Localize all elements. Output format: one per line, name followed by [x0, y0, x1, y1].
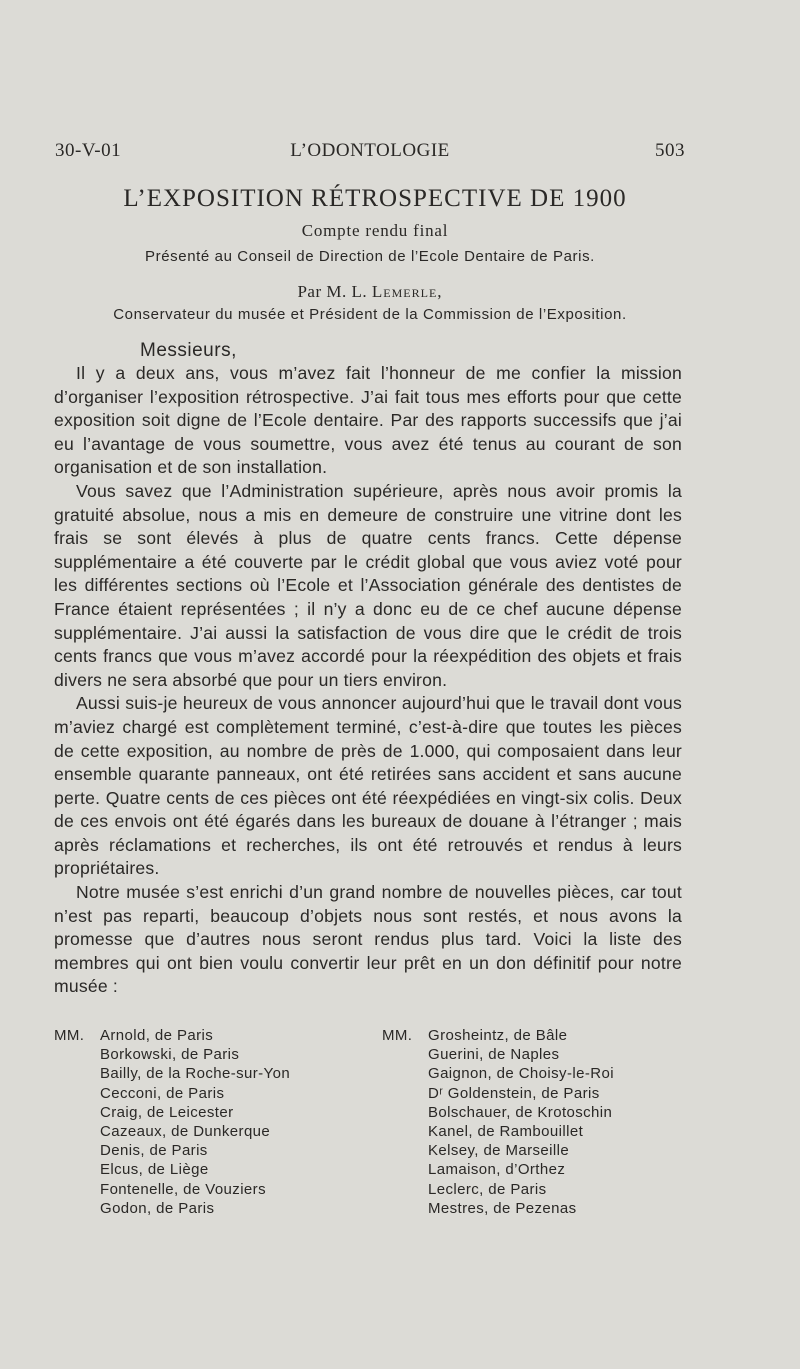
list-item: Craig, de Leicester [100, 1103, 234, 1121]
paragraph: Vous savez que l’Administration supérieure, après nous avoir promis la gratuité absolue, nous a mis en demeure de construire une vitrine dont les frais se sont élevés à plus de quatre cents francs. Cette dépense supplémentaire a été couverte par le crédit global que vous aviez voté pour les différentes sections où l’Ecole et l’Association générale des dentistes de France étaient représentées ; il n’y a donc eu de ce chef aucune dépense supplémentaire. J’ai aussi la satisfaction de vous dire que le crédit de trois cents francs que vous m’avez accordé pour la réexpédition des objets et frais divers ne sera absorbé que pour un tiers environ. [54, 480, 682, 690]
list-item: Elcus, de Liège [100, 1161, 209, 1179]
list-item: Dʳ Goldenstein, de Paris [428, 1084, 600, 1102]
author-prefix: Par M. L. [297, 282, 368, 301]
author-role: Conservateur du musée et Président de la Commission de l’Exposition. [113, 306, 627, 323]
members-prefix: MM. [382, 1027, 413, 1044]
list-item: Bolschauer, de Krotoschin [428, 1103, 613, 1121]
paragraph: Notre musée s’est enrichi d’un grand nombre de nouvelles pièces, car tout n’est pas reparti, beaucoup d’objets nous sont restés, et nous avons la promesse que d’autres nous seront rendus plus tard. Voici la liste des membres qui ont bien voulu convertir leur prêt en un don définitif pour notre musée : [54, 882, 682, 997]
list-item: Kanel, de Rambouillet [428, 1122, 584, 1140]
list-item: Leclerc, de Paris [428, 1180, 547, 1198]
list-item: Lamaison, d’Orthez [428, 1161, 566, 1179]
article-subtitle: Compte rendu final [301, 221, 449, 240]
list-item: Arnold, de Paris [100, 1027, 214, 1044]
running-header [55, 140, 685, 166]
page-number: 503 [655, 140, 685, 161]
donor-column-left [54, 1026, 290, 1218]
list-item: Mestres, de Pezenas [428, 1199, 577, 1217]
list-item: Cecconi, de Paris [100, 1084, 225, 1102]
author-line [0, 282, 740, 302]
article-title: L’EXPOSITION RÉTROSPECTIVE DE 1900 [123, 185, 627, 212]
list-item: Gaignon, de Choisy-le-Roi [428, 1065, 614, 1083]
list-item: Grosheintz, de Bâle [428, 1027, 568, 1044]
list-item: Godon, de Paris [100, 1199, 215, 1217]
article-body [54, 362, 682, 999]
list-item: Bailly, de la Roche-sur-Yon [100, 1065, 291, 1083]
paragraph: Aussi suis-je heureux de vous annoncer aujourd’hui que le travail dont vous m’aviez chargé est complètement terminé, c’est-à-dire que toutes les pièces de cette exposition, au nombre de près de 1.000, qui composaient dans leur ensemble quarante panneaux, ont été retirées sans accident et sans aucune perte. Quatre cents de ces pièces ont été réexpédiées en vingt-six colis. Deux de ces envois ont été égarés dans les bureaux de douane à l’étranger ; mais après réclamations et recherches, ils ont été retrouvés et rendus à leurs propriétaires. [54, 693, 682, 879]
author-name: Lemerle, [371, 282, 443, 301]
list-item: Guerini, de Naples [428, 1046, 560, 1064]
list-item: Borkowski, de Paris [100, 1046, 240, 1064]
list-item: Fontenelle, de Vouziers [100, 1180, 266, 1198]
presented-note: Présenté au Conseil de Direction de l’Ecole Dentaire de Paris. [145, 248, 595, 265]
paragraph: Il y a deux ans, vous m’avez fait l’honneur de me confier la mission d’organiser l’exposition rétrospective. J’ai fait tous mes efforts pour que cette exposition soit digne de l’Ecole dentaire. Par des rapports successifs que j’ai eu l’avantage de vous soumettre, vous avez été tenus au courant de son organisation et de son installation. [54, 363, 682, 478]
salutation: Messieurs, [140, 340, 237, 361]
donor-column-right [382, 1026, 614, 1218]
journal-title: L’ODONTOLOGIE [290, 140, 450, 161]
list-item: Kelsey, de Marseille [428, 1142, 570, 1160]
list-item: Cazeaux, de Dunkerque [100, 1122, 271, 1140]
list-item: Denis, de Paris [100, 1142, 208, 1160]
members-prefix: MM. [54, 1027, 85, 1044]
header-date: 30-V-01 [55, 140, 122, 161]
